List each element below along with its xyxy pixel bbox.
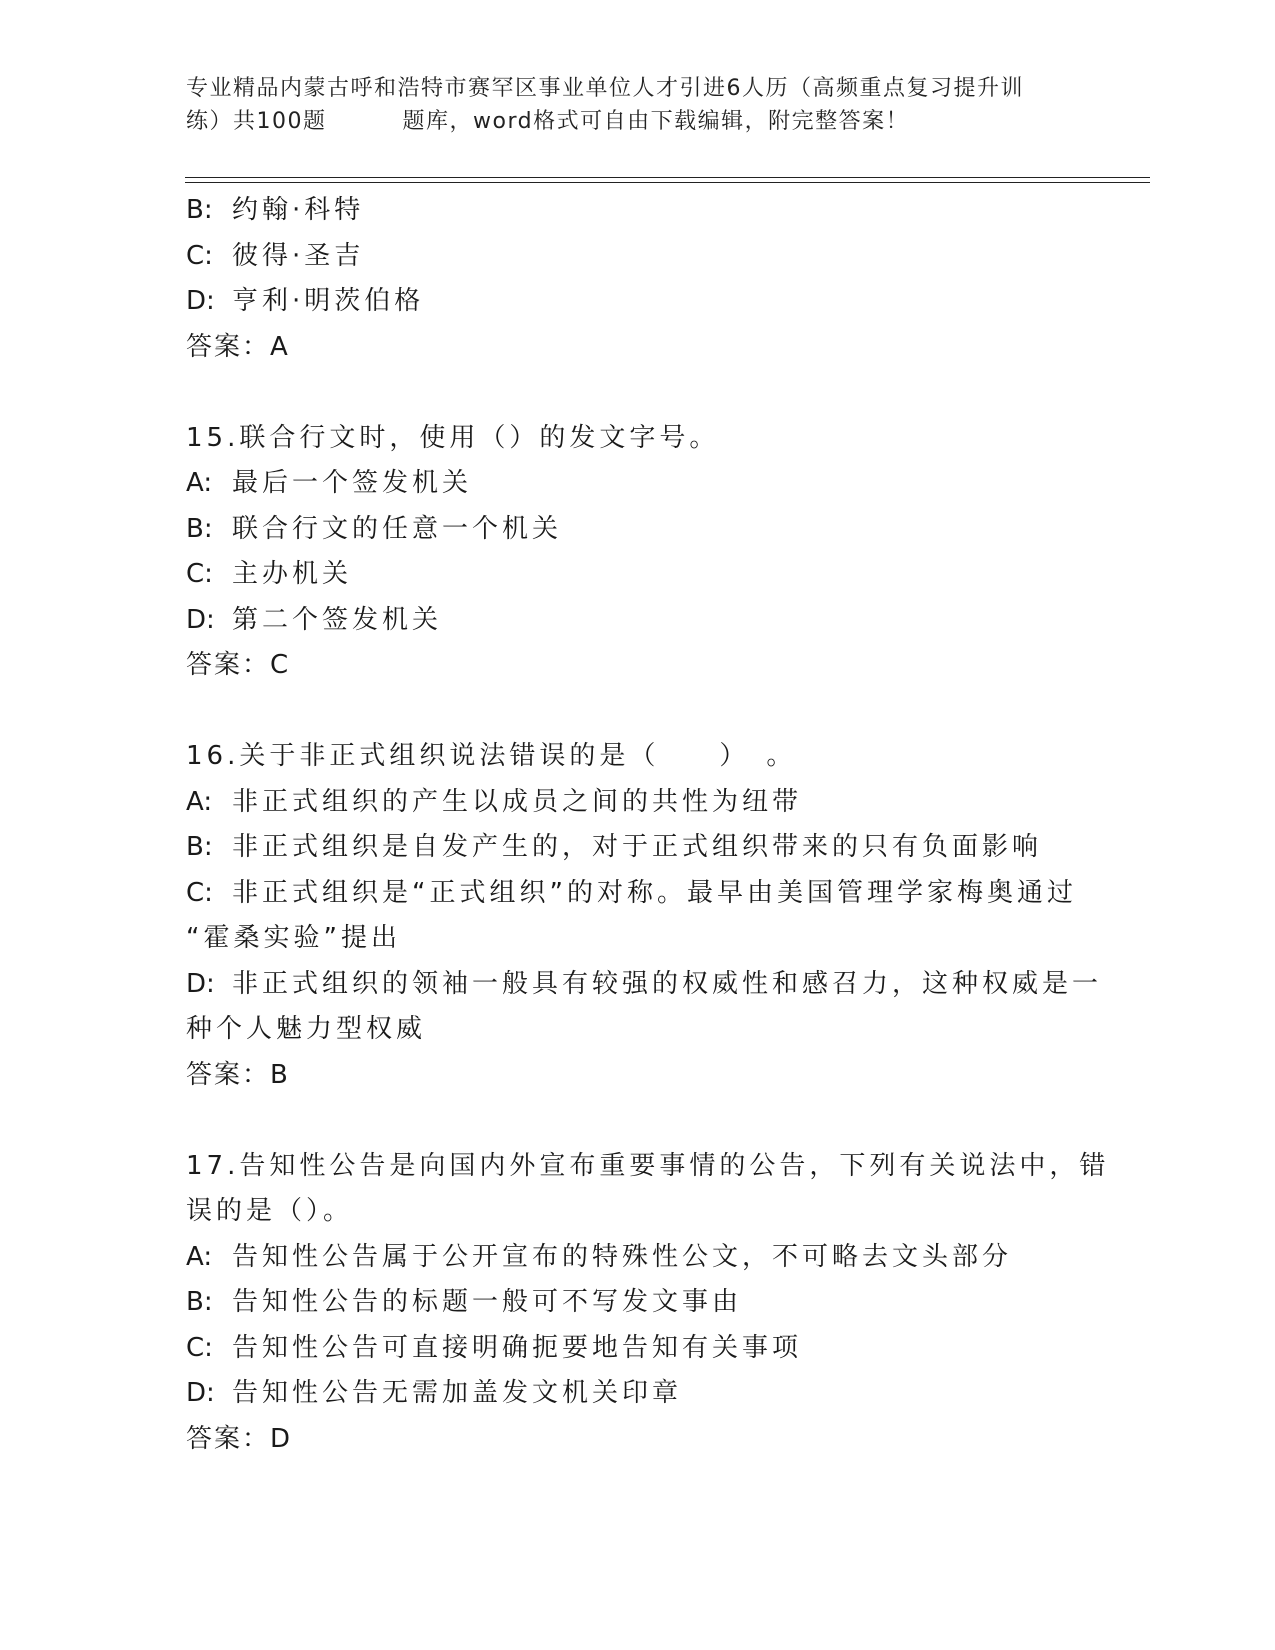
option-b <box>186 825 1106 871</box>
option-d <box>186 598 1106 644</box>
option-b <box>186 1280 1106 1326</box>
option-a <box>186 780 1106 826</box>
answer-line: 答案：B <box>186 1059 290 1090</box>
option-text: 第二个签发机关 <box>232 604 443 635</box>
option-c <box>186 234 1106 280</box>
option-text: 主办机关 <box>232 559 353 589</box>
option-text: 非正式组织的产生以成员之间的共性为纽带 <box>232 786 803 817</box>
question-15 <box>186 416 1106 689</box>
question-text: 16.关于非正式组织说法错误的是（ ） 。 <box>186 741 797 771</box>
header-divider-top <box>185 177 1150 178</box>
option-label: C: <box>186 240 213 271</box>
option-text: 彼得·圣吉 <box>232 240 365 271</box>
option-text: 告知性公告无需加盖发文机关印章 <box>232 1378 683 1408</box>
option-label: B: <box>186 1287 213 1317</box>
option-label: A: <box>186 468 213 498</box>
question-list <box>186 188 1110 1462</box>
option-text: 亨利·明茨伯格 <box>232 286 425 316</box>
option-c-continuation: “霍桑实验”提出 <box>186 923 401 953</box>
option-text: 告知性公告的标题一般可不写发文事由 <box>232 1287 743 1317</box>
question-14 <box>186 188 1106 370</box>
option-text: 非正式组织是自发产生的，对于正式组织带来的只有负面影响 <box>232 832 1043 862</box>
answer-line: 答案：C <box>186 650 291 680</box>
option-text: 非正式组织的领袖一般具有较强的权威性和感召力，这种权威是一 <box>232 968 1103 999</box>
option-label: A: <box>186 1241 213 1272</box>
header-divider-bottom <box>185 182 1150 183</box>
option-label: B: <box>186 832 213 862</box>
option-text: 告知性公告属于公开宣布的特殊性公文，不可略去文头部分 <box>232 1241 1013 1272</box>
question-17 <box>186 1144 1110 1463</box>
option-label: C: <box>186 877 213 908</box>
option-c <box>186 1326 1106 1372</box>
header-line-2 <box>186 105 1086 138</box>
question-text: 17.告知性公告是向国内外宣布重要事情的公告，下列有关说法中，错 <box>186 1150 1110 1181</box>
option-text: 非正式组织是“正式组织”的对称。最早由美国管理学家梅奥通过 <box>232 877 1077 908</box>
option-d-continuation: 种个人魅力型权威 <box>186 1014 427 1044</box>
option-d <box>186 962 1106 1008</box>
option-a <box>186 1235 1106 1281</box>
option-c <box>186 552 1106 598</box>
option-label: C: <box>186 559 213 589</box>
option-label: C: <box>186 1332 213 1363</box>
option-label: B: <box>186 195 213 225</box>
question-16 <box>186 734 1106 1098</box>
option-text: 联合行文的任意一个机关 <box>232 513 563 544</box>
option-label: A: <box>186 786 213 817</box>
option-a <box>186 461 1106 507</box>
option-text: 约翰·科特 <box>232 195 365 225</box>
header-line-1: 专业精品内蒙古呼和浩特市赛罕区事业单位人才引进6人历（高频重点复习提升训 <box>186 76 1024 101</box>
option-text: 告知性公告可直接明确扼要地告知有关事项 <box>232 1332 803 1363</box>
option-b <box>186 507 1106 553</box>
option-d <box>186 279 1106 325</box>
option-label: D: <box>186 604 215 635</box>
answer-line: 答案：D <box>186 1423 293 1454</box>
header-line-2-part-a: 练）共100题 <box>186 109 327 134</box>
header-line-2-part-b: 题库，word格式可自由下载编辑，附完整答案！ <box>402 109 910 134</box>
document-header <box>186 72 1086 138</box>
answer-line: 答案：A <box>186 331 290 362</box>
option-label: D: <box>186 968 215 999</box>
option-text: 最后一个签发机关 <box>232 468 473 498</box>
option-label: D: <box>186 286 215 316</box>
question-text-continuation: 误的是（）。 <box>186 1196 354 1226</box>
option-c <box>186 871 1106 917</box>
option-b <box>186 188 1106 234</box>
option-d <box>186 1371 1106 1417</box>
option-label: B: <box>186 513 213 544</box>
question-text: 15.联合行文时，使用（）的发文字号。 <box>186 422 720 453</box>
option-label: D: <box>186 1378 215 1408</box>
